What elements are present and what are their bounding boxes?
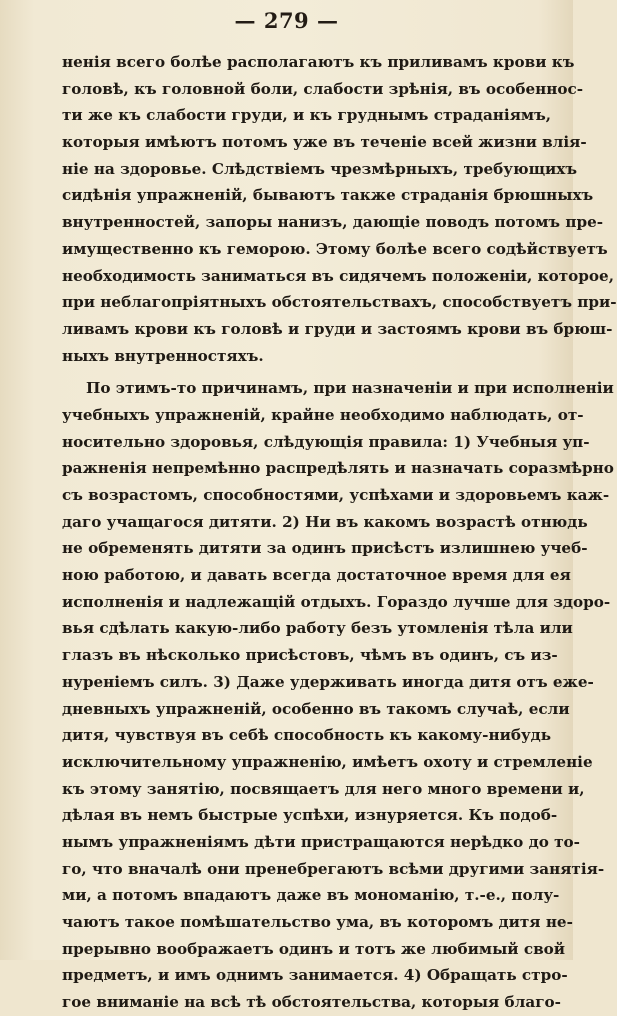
text-line: ніе на здоровье. Слѣдствіемъ чрезмѣрныхъ, требующихъ (62, 159, 577, 178)
text-line: го, что вначалѣ они пренебрегаютъ всѣми другими занятія- (62, 859, 605, 878)
text-line: гое вниманіе на всѣ тѣ обстоятельства, которыя благо- (62, 993, 561, 1012)
text-line: головѣ, къ головной боли, слабости зрѣнія, въ особеннос- (62, 79, 584, 98)
text-line: не обременять дитяти за одинъ присѣстъ излишнею учеб- (62, 539, 588, 558)
text-line: которыя имѣютъ потомъ уже въ теченіе всей жизни влія- (62, 133, 587, 152)
text-line: нуреніемъ силъ. 3) Даже удерживать иногда дитя отъ еже- (62, 672, 594, 691)
page-body (62, 49, 617, 1016)
text-line: ми, а потомъ впадаютъ даже въ мономанію, т.-е., полу- (62, 886, 560, 905)
text-line: даго учащагося дитяти. 2) Ни въ какомъ возрастѣ отнюдь (62, 512, 588, 531)
page-number: — 279 — (234, 8, 339, 33)
text-line: дитя, чувствуя въ себѣ способность къ какому-нибудь (62, 726, 552, 745)
text-line: прерывно воображаетъ одинъ и тотъ же любимый свой (62, 939, 566, 958)
text-line: ныхъ внутренностяхъ. (62, 346, 264, 365)
text-line: ражненія непремѣнно распредѣлять и назначать соразмѣрно (62, 459, 614, 478)
text-line: ною работою, и давать всегда достаточное время для ея (62, 566, 571, 585)
text-line: при неблагопріятныхъ обстоятельствахъ, способствуетъ при- (62, 293, 617, 312)
text-line: чаютъ такое помѣшательство ума, въ которомъ дитя не- (62, 913, 573, 931)
text-line: необходимость заниматься въ сидячемъ положеніи, которое, (62, 266, 615, 285)
text-line: ненія всего болѣе располагаютъ къ приливамъ крови къ (62, 53, 575, 71)
text-line: внутренностей, запоры нанизъ, дающіе поводъ потомъ пре- (62, 213, 604, 232)
text-line: нымъ упражненіямъ дѣти пристращаются нерѣдко до то- (62, 832, 580, 851)
text-line: дневныхъ упражненій, особенно въ такомъ случаѣ, если (62, 699, 570, 718)
text-line: съ возрастомъ, способностями, успѣхами и здоровьемъ каж- (62, 486, 610, 504)
text-line: вья сдѣлать какую-либо работу безъ утомленія тѣла или (62, 619, 573, 638)
text-line: исполненія и надлежащій отдыхъ. Гораздо лучше для здоро- (62, 592, 611, 611)
text-line: учебныхъ упражненій, крайне необходимо наблюдать, от- (62, 405, 584, 424)
paragraph-2 (62, 375, 614, 1016)
text-line: носительно здоровья, слѣдующія правила: 1) Учебныя уп- (62, 432, 590, 451)
text-line: дѣлая въ немъ быстрые успѣхи, изнуряется. Къ подоб- (62, 806, 558, 825)
text-line: къ этому занятію, посвящаетъ для него много времени и, (62, 779, 585, 798)
text-line: ти же къ слабости груди, и къ груднымъ страданіямъ, (62, 106, 552, 125)
text-line: предметъ, и имъ однимъ занимается. 4) Обращать стро- (62, 966, 568, 985)
text-line: глазъ въ нѣсколько присѣстовъ, чѣмъ въ одинъ, съ из- (62, 646, 558, 665)
text-line: имущественно къ геморою. Этому болѣе всего содѣйствуетъ (62, 239, 608, 258)
text-line: исключительному упражненію, имѣетъ охоту и стремленіе (62, 752, 593, 771)
text-line: ливамъ крови къ головѣ и груди и застоямъ крови въ брюш- (62, 319, 613, 338)
text-line: сидѣнія упражненій, бываютъ также страданія брюшныхъ (62, 186, 594, 205)
text-line: По этимъ-то причинамъ, при назначеніи и при исполненіи (86, 379, 614, 398)
paragraph-1 (62, 49, 617, 369)
